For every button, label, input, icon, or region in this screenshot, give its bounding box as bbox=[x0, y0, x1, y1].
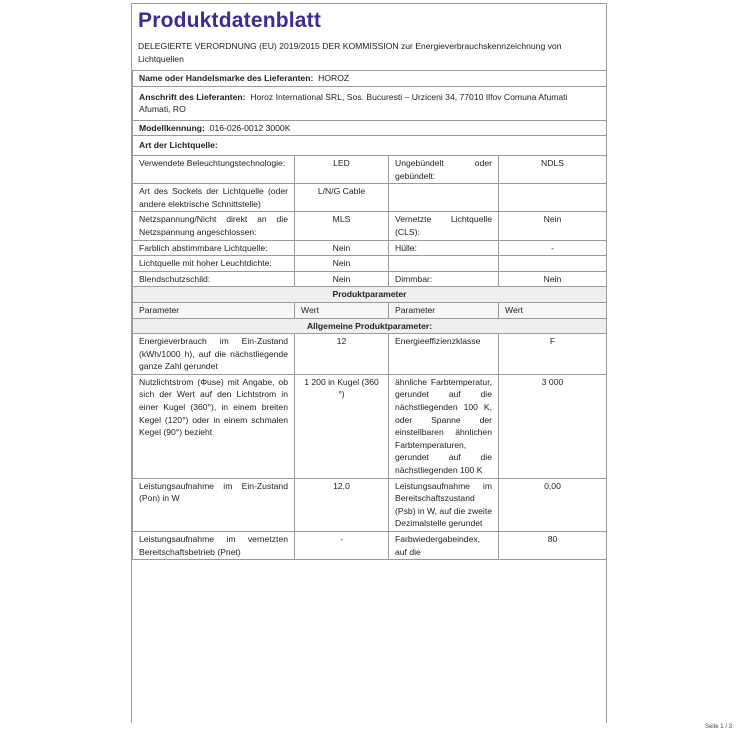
row-label: Hülle: bbox=[389, 240, 499, 256]
document-title: Produktdatenblatt bbox=[132, 3, 606, 37]
row-label: Verwendete Beleuchtungstechnologie: bbox=[133, 155, 295, 183]
row-value: Nein bbox=[295, 256, 389, 272]
row-value: Nein bbox=[295, 271, 389, 287]
row-value: NDLS bbox=[499, 155, 607, 183]
model-label: Modellkennung: bbox=[139, 122, 205, 133]
light-source-heading-row bbox=[133, 136, 607, 156]
row-label: Energieeffizienzklasse bbox=[389, 334, 499, 375]
model-row bbox=[133, 120, 607, 136]
light-source-heading: Art der Lichtquelle: bbox=[133, 136, 607, 156]
row-label: Leistungsaufnahme im vernetzten Bereitschaftsbetrieb (Pnet) bbox=[133, 532, 295, 560]
row-label: Art des Sockels der Lichtquelle (oder andere elektrische Schnittstelle) bbox=[133, 184, 295, 212]
row-value: - bbox=[295, 532, 389, 560]
row-value: MLS bbox=[295, 212, 389, 240]
row-label: Blendschutzschild: bbox=[133, 271, 295, 287]
row-value: 1 200 in Kugel (360 °) bbox=[295, 374, 389, 478]
row-label: Energieverbrauch im Ein-Zustand (kWh/1000 h), auf die nächstliegende ganze Zahl gerundet bbox=[133, 334, 295, 375]
supplier-address-label: Anschrift des Lieferanten: bbox=[139, 91, 246, 102]
table-row bbox=[133, 212, 607, 240]
supplier-table bbox=[132, 70, 607, 560]
row-value: 80 bbox=[499, 532, 607, 560]
table-row bbox=[133, 184, 607, 212]
row-value: 3 000 bbox=[499, 374, 607, 478]
table-row bbox=[133, 334, 607, 375]
row-label bbox=[389, 184, 499, 212]
table-row bbox=[133, 271, 607, 287]
product-params-heading: Produktparameter bbox=[133, 287, 607, 303]
page-number: Seite 1 / 3 bbox=[704, 724, 732, 730]
column-header-row bbox=[133, 302, 607, 318]
row-label: Lichtquelle mit hoher Leuchtdichte: bbox=[133, 256, 295, 272]
row-label bbox=[389, 256, 499, 272]
table-row bbox=[133, 240, 607, 256]
row-value: Nein bbox=[499, 271, 607, 287]
product-params-heading-row bbox=[133, 287, 607, 303]
row-value: 0,00 bbox=[499, 478, 607, 531]
row-value: LED bbox=[295, 155, 389, 183]
general-params-heading-row bbox=[133, 318, 607, 334]
column-header-parameter: Parameter bbox=[133, 302, 295, 318]
row-label: Netzspannung/Nicht direkt an die Netzspannung angeschlossen: bbox=[133, 212, 295, 240]
row-label: Ungebündelt oder gebündelt: bbox=[389, 155, 499, 183]
row-value bbox=[499, 184, 607, 212]
general-params-heading: Allgemeine Produktparameter: bbox=[133, 318, 607, 334]
row-label: Leistungsaufnahme im Bereitschaftszustand (Psb) in W, auf die zweite Dezimalstelle gerundet bbox=[389, 478, 499, 531]
row-label: ähnliche Farbtemperatur, gerundet auf die nächstliegenden 100 K, oder Spanne der einstellbaren ähnlichen Farbtemperaturen, gerundet auf die nächstliegenden 100 K bbox=[389, 374, 499, 478]
table-row bbox=[133, 155, 607, 183]
table-row bbox=[133, 532, 607, 560]
row-value: Nein bbox=[499, 212, 607, 240]
column-header-value: Wert bbox=[499, 302, 607, 318]
row-value bbox=[499, 256, 607, 272]
supplier-address-value: Horoz International SRL, Sos. Bucuresti – Urziceni 34, 77010 Ilfov Comuna Afumati Afumati, RO bbox=[139, 91, 568, 115]
supplier-address-row bbox=[133, 86, 607, 120]
table-row bbox=[133, 374, 607, 478]
row-label: Farbwiedergabeindex, auf die bbox=[389, 532, 499, 560]
row-label: Leistungsaufnahme im Ein-Zustand (Pon) in W bbox=[133, 478, 295, 531]
table-row bbox=[133, 256, 607, 272]
row-value: Nein bbox=[295, 240, 389, 256]
row-label: Farblich abstimmbare Lichtquelle: bbox=[133, 240, 295, 256]
table-row bbox=[133, 478, 607, 531]
row-label: Dimmbar: bbox=[389, 271, 499, 287]
model-value: 016-026-0012 3000K bbox=[209, 122, 291, 133]
row-label: Nutzlichtstrom (Φuse) mit Angabe, ob sich der Wert auf den Lichtstrom in einer Kugel (360°), in einem breiten Kegel (120°) oder in einem schmalen Kegel (90°) bezieht bbox=[133, 374, 295, 478]
row-value: 12,0 bbox=[295, 478, 389, 531]
row-value: F bbox=[499, 334, 607, 375]
data-sheet bbox=[131, 3, 607, 723]
column-header-value: Wert bbox=[295, 302, 389, 318]
supplier-name-row bbox=[133, 71, 607, 87]
supplier-name-value: HOROZ bbox=[318, 73, 350, 83]
row-value: 12 bbox=[295, 334, 389, 375]
column-header-parameter: Parameter bbox=[389, 302, 499, 318]
regulation-text: DELEGIERTE VERORDNUNG (EU) 2019/2015 DER KOMMISSION zur Energieverbrauchskennzeichnung von Lichtquellen bbox=[138, 41, 562, 64]
row-value: L/N/G Cable bbox=[295, 184, 389, 212]
row-label: Vernetzte Lichtquelle (CLS): bbox=[389, 212, 499, 240]
row-value: - bbox=[499, 240, 607, 256]
supplier-name-label: Name oder Handelsmarke des Lieferanten: bbox=[139, 73, 314, 83]
